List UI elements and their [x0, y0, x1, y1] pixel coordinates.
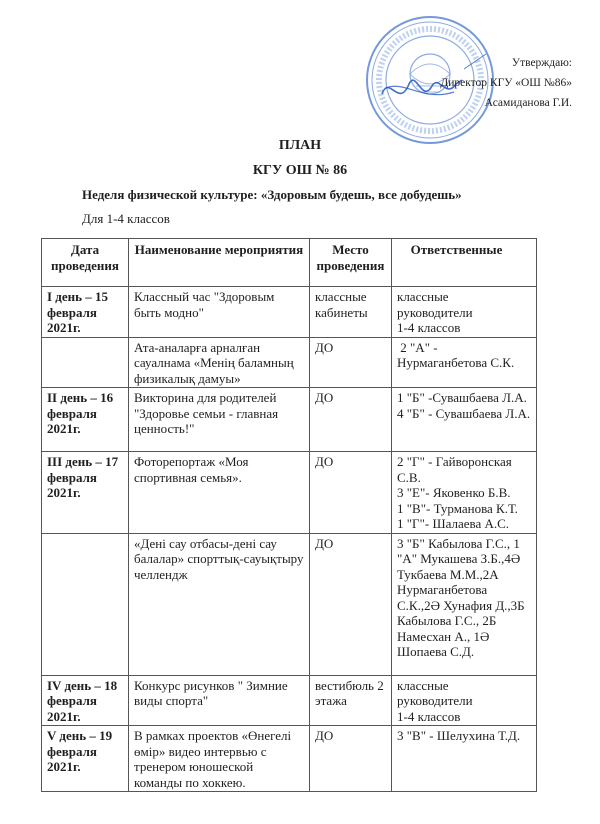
table-row	[42, 726, 537, 792]
approval-label: Утверждаю:	[511, 57, 572, 69]
responsible-cell	[392, 337, 537, 388]
date-cell: IV день – 18 февраля 2021г.	[42, 675, 129, 726]
event-cell: «Дені сау отбасы-дені сау балалар» спорттық-сауықтыру челлендж	[129, 533, 310, 675]
event-cell: Фоторепортаж «Моя спортивная семья».	[129, 452, 310, 534]
date-cell: V день – 19 февраля 2021г.	[42, 726, 129, 792]
responsible-line: 2 "А" -	[397, 339, 438, 355]
responsible-line: 1 "Г"- Шалаева А.С.	[397, 516, 510, 531]
date-cell	[42, 533, 129, 675]
date-cell: III день – 17 февраля 2021г.	[42, 452, 129, 534]
place-cell: ДО	[310, 388, 392, 452]
place-cell: ДО	[310, 726, 392, 792]
responsible-line: 3 "Е"- Яковенко Б.В.	[397, 485, 511, 500]
responsible-cell	[392, 675, 537, 726]
approval-block	[440, 53, 572, 113]
table-row	[42, 337, 537, 388]
column-header-date: Дата проведения	[42, 239, 129, 287]
place-cell: вестибюль 2 этажа	[310, 675, 392, 726]
table-row	[42, 675, 537, 726]
date-cell	[42, 337, 129, 388]
responsible-line: классные	[397, 289, 449, 304]
event-cell: Классный час "Здоровым быть модно"	[129, 287, 310, 338]
table-row	[42, 287, 537, 338]
responsible-line: 3 "В" - Шелухина Т.Д.	[397, 728, 521, 743]
events-table	[41, 238, 537, 792]
approval-signatory: Асамиданова Г.И.	[484, 97, 572, 109]
document-title: ПЛАН	[278, 138, 322, 153]
week-title: Неделя физической культуре: «Здоровым будешь, все добудешь»	[82, 187, 462, 202]
responsible-line: 1-4 классов	[397, 708, 461, 724]
responsible-cell	[392, 452, 537, 534]
place-cell: ДО	[310, 533, 392, 675]
table-header-row	[42, 239, 537, 287]
place-cell: ДО	[310, 452, 392, 534]
event-cell: Конкурс рисунков " Зимние виды спорта"	[129, 675, 310, 726]
place-cell: ДО	[310, 337, 392, 388]
responsible-cell	[392, 287, 537, 338]
column-header-place: Место проведения	[310, 239, 392, 287]
responsible-cell	[392, 388, 537, 452]
audience-label: Для 1-4 классов	[82, 211, 170, 226]
responsible-line: 3 "Б" Кабылова Г.С., 1 "А" Мукашева З.Б.,4Ә Тукбаева М.М.,2А Нурмаганбетова С.К.,2Ә Хунафия Д.,3Б Кабылова Г.С., 2Б Намесхан А., 1Ә Шопаева С.Д.	[397, 535, 525, 659]
event-cell: В рамках проектов «Өнегелі өмір» видео интервью с тренером юношеской команды по хоккею.	[129, 726, 310, 792]
event-cell: Викторина для родителей "Здоровье семьи - главная ценность!"	[129, 388, 310, 452]
responsible-line: руководители	[397, 693, 473, 708]
responsible-line: 1 "В"- Турманова К.Т.	[397, 500, 518, 516]
date-cell: I день – 15 февраля 2021г.	[42, 287, 129, 338]
responsible-line: 2 "Г" - Гайворонская С.В.	[397, 454, 512, 485]
school-name: КГУ ОШ № 86	[252, 163, 348, 178]
responsible-cell	[392, 533, 537, 675]
responsible-line: Нурмаганбетова С.К.	[397, 355, 515, 370]
responsible-cell	[392, 726, 537, 792]
responsible-line: 1-4 классов	[397, 320, 461, 335]
date-cell: II день – 16 февраля 2021г.	[42, 388, 129, 452]
column-header-responsible: Ответственные	[392, 239, 537, 287]
approval-position: Директор КГУ «ОШ №86»	[440, 77, 572, 89]
event-cell: Ата-аналарға арналған сауалнама «Менің баламның физикалық дамуы»	[129, 337, 310, 388]
table-row	[42, 388, 537, 452]
responsible-line: классные	[397, 677, 449, 693]
responsible-line: 1 "Б" -Сувашбаева Л.А.	[397, 390, 527, 405]
column-header-event: Наименование мероприятия	[129, 239, 310, 287]
responsible-line: руководители	[397, 304, 473, 320]
table-row	[42, 452, 537, 534]
place-cell: классные кабинеты	[310, 287, 392, 338]
responsible-line: 4 "Б" - Сувашбаева Л.А.	[397, 405, 531, 421]
table-row	[42, 533, 537, 675]
